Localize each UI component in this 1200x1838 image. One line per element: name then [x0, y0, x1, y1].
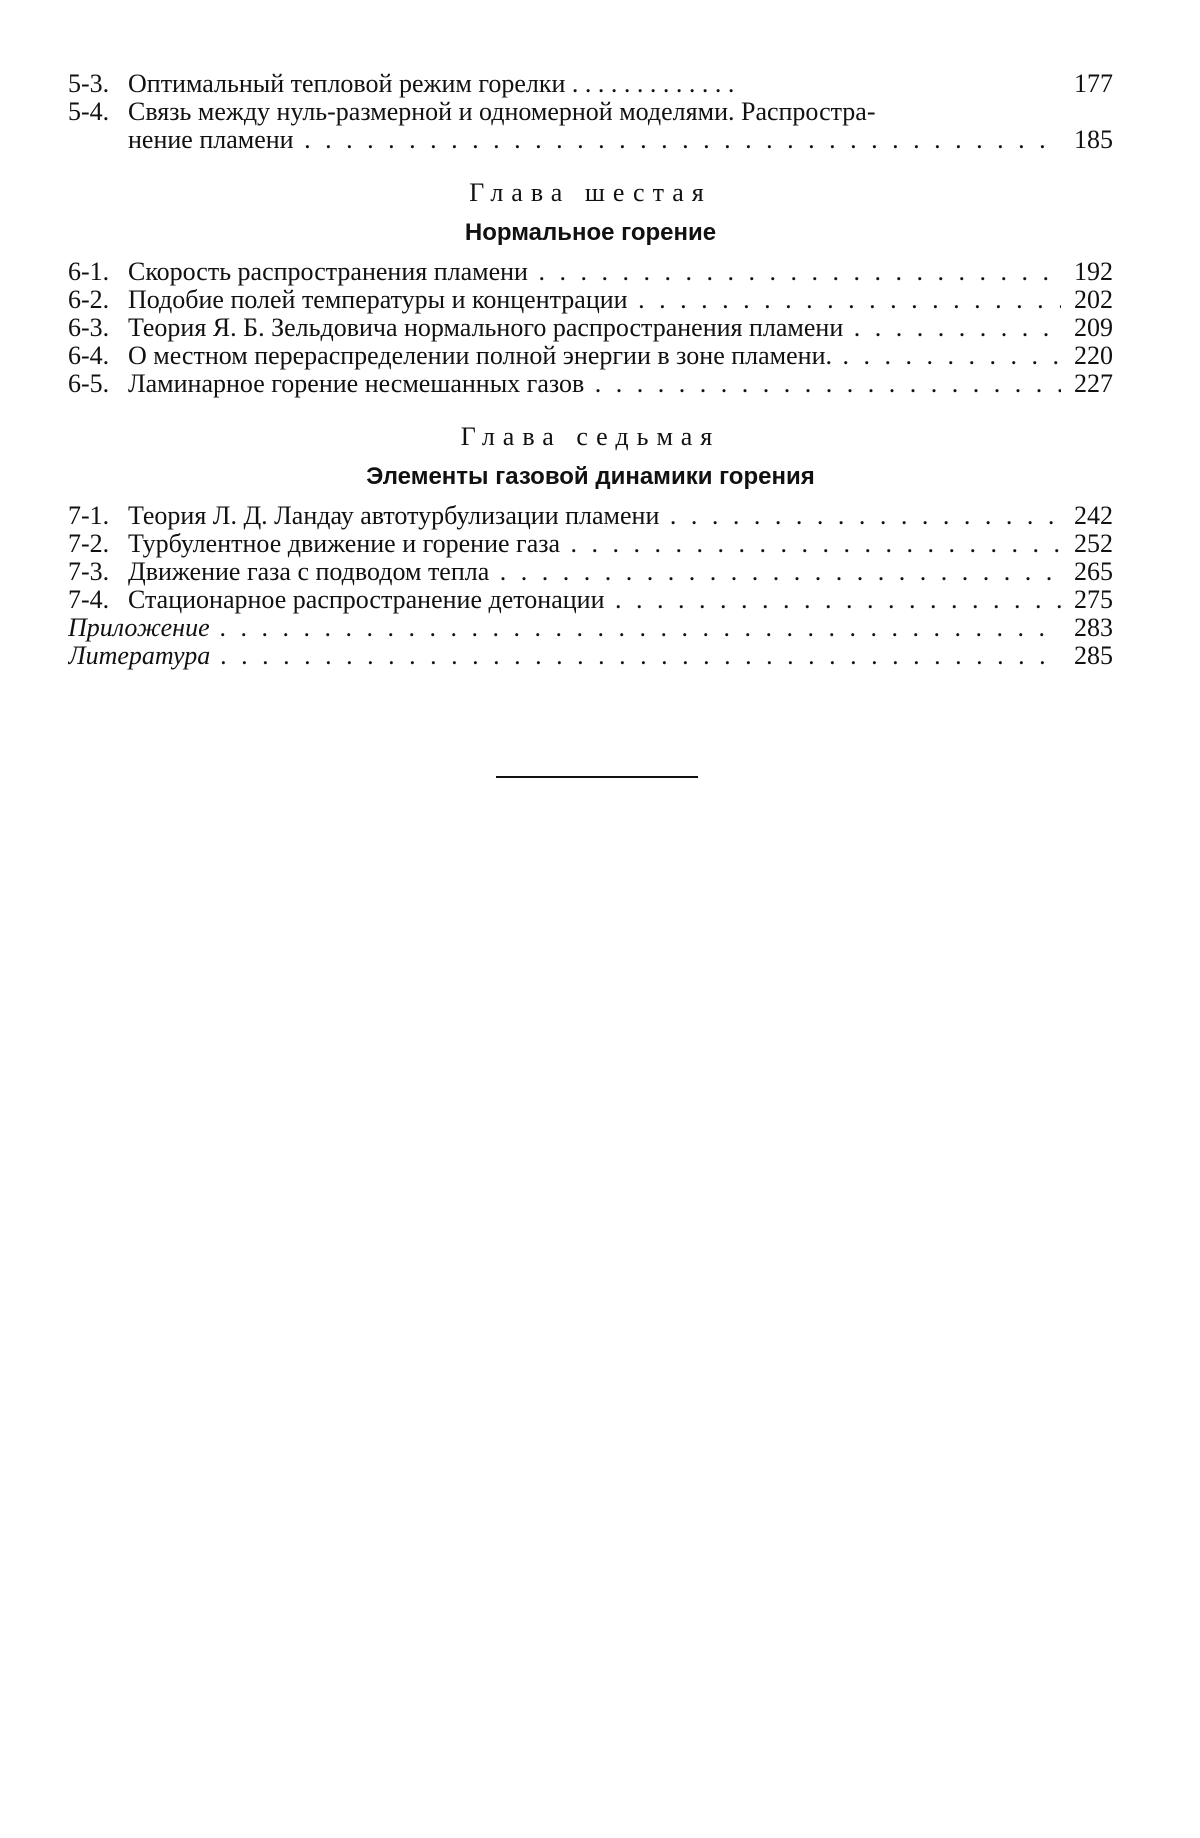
entry-title-text: Турбулентное движение и горение газа [128, 530, 561, 558]
entry-title [128, 286, 1061, 314]
entry-number: 6-5. [68, 369, 110, 398]
table-of-contents [68, 70, 1113, 670]
entry-page: 185 [1074, 125, 1113, 154]
entry-title-text: Стационарное распространение детонации [128, 586, 605, 614]
entry-title-continuation [128, 126, 1061, 154]
entry-title-text: Скорость распространения пламени [128, 258, 528, 286]
toc-entry-6-5[interactable] [68, 370, 1113, 398]
end-divider [496, 776, 698, 778]
entry-title [128, 342, 1061, 370]
entry-page: 177 [1074, 69, 1113, 98]
entry-title-text: Движение газа с подводом тепла [128, 558, 490, 586]
entry-title [128, 314, 1061, 342]
chapter-6-title: Нормальное горение [464, 219, 717, 246]
entry-page: 220 [1074, 341, 1113, 370]
entry-page: 202 [1074, 285, 1113, 314]
entry-number: 5-3. [68, 69, 110, 98]
entry-page: 283 [1074, 613, 1113, 642]
entry-title: Связь между нуль-размерной и одномерной моделями. Распростра- [128, 98, 876, 126]
chapter-7-title: Элементы газовой динамики горения [366, 463, 815, 490]
entry-page: 242 [1074, 501, 1113, 530]
entry-number: 6-2. [68, 285, 110, 314]
entry-number: 6-1. [68, 257, 110, 286]
toc-entry-6-2[interactable] [68, 286, 1113, 314]
toc-entry-6-1[interactable] [68, 258, 1113, 286]
toc-entry-7-3[interactable] [68, 558, 1113, 586]
toc-entry-appendix[interactable] [68, 614, 1113, 642]
entry-title [68, 614, 1061, 642]
entry-page: 227 [1074, 369, 1113, 398]
toc-entry-5-4[interactable] [68, 98, 1113, 126]
entry-page: 252 [1074, 529, 1113, 558]
entry-page: 265 [1074, 557, 1113, 586]
chapter-7-label: Глава седьмая [460, 422, 721, 451]
toc-entry-7-4[interactable] [68, 586, 1113, 614]
entry-title-cont-text: нение пламени [128, 126, 294, 154]
entry-number: 6-3. [68, 313, 110, 342]
entry-title [128, 558, 1061, 586]
entry-title-text: Приложение [68, 614, 210, 642]
entry-title-text: Ламинарное горение несмешанных газов [128, 370, 585, 398]
entry-page: 209 [1074, 313, 1113, 342]
entry-title [68, 642, 1061, 670]
chapter-6-label: Глава шестая [469, 178, 712, 207]
toc-entry-6-3[interactable] [68, 314, 1113, 342]
entry-number: 5-4. [68, 97, 110, 126]
entry-title: Оптимальный тепловой режим горелки . . . . . . . . . . . . . [128, 70, 735, 98]
entry-page: 275 [1074, 585, 1113, 614]
entry-title-text: Подобие полей температуры и концентрации [128, 286, 628, 314]
entry-title [128, 370, 1061, 398]
entry-number: 7-3. [68, 557, 110, 586]
entry-title [128, 258, 1061, 286]
entry-number: 7-4. [68, 585, 110, 614]
toc-entry-5-4-continuation[interactable] [68, 126, 1113, 154]
entry-title-text: Теория Л. Д. Ландау автотурбулизации пламени [128, 502, 660, 530]
toc-entry-7-1[interactable] [68, 502, 1113, 530]
entry-title-text: О местном перераспределении полной энергии в зоне пламени. [128, 342, 832, 370]
toc-entry-7-2[interactable] [68, 530, 1113, 558]
entry-title-text: Оптимальный тепловой режим горелки [128, 70, 566, 98]
entry-number: 7-2. [68, 529, 110, 558]
entry-number: 6-4. [68, 341, 110, 370]
entry-title [128, 502, 1061, 530]
entry-page: 285 [1074, 641, 1113, 670]
toc-entry-5-3[interactable] [68, 70, 1113, 98]
entry-title [128, 530, 1061, 558]
toc-entry-6-4[interactable] [68, 342, 1113, 370]
entry-title [128, 586, 1061, 614]
entry-number: 7-1. [68, 501, 110, 530]
toc-entry-literature[interactable] [68, 642, 1113, 670]
entry-page: 192 [1074, 257, 1113, 286]
entry-title-text: Литература [68, 642, 211, 670]
entry-title-text: Теория Я. Б. Зельдовича нормального распространения пламени [128, 314, 844, 342]
